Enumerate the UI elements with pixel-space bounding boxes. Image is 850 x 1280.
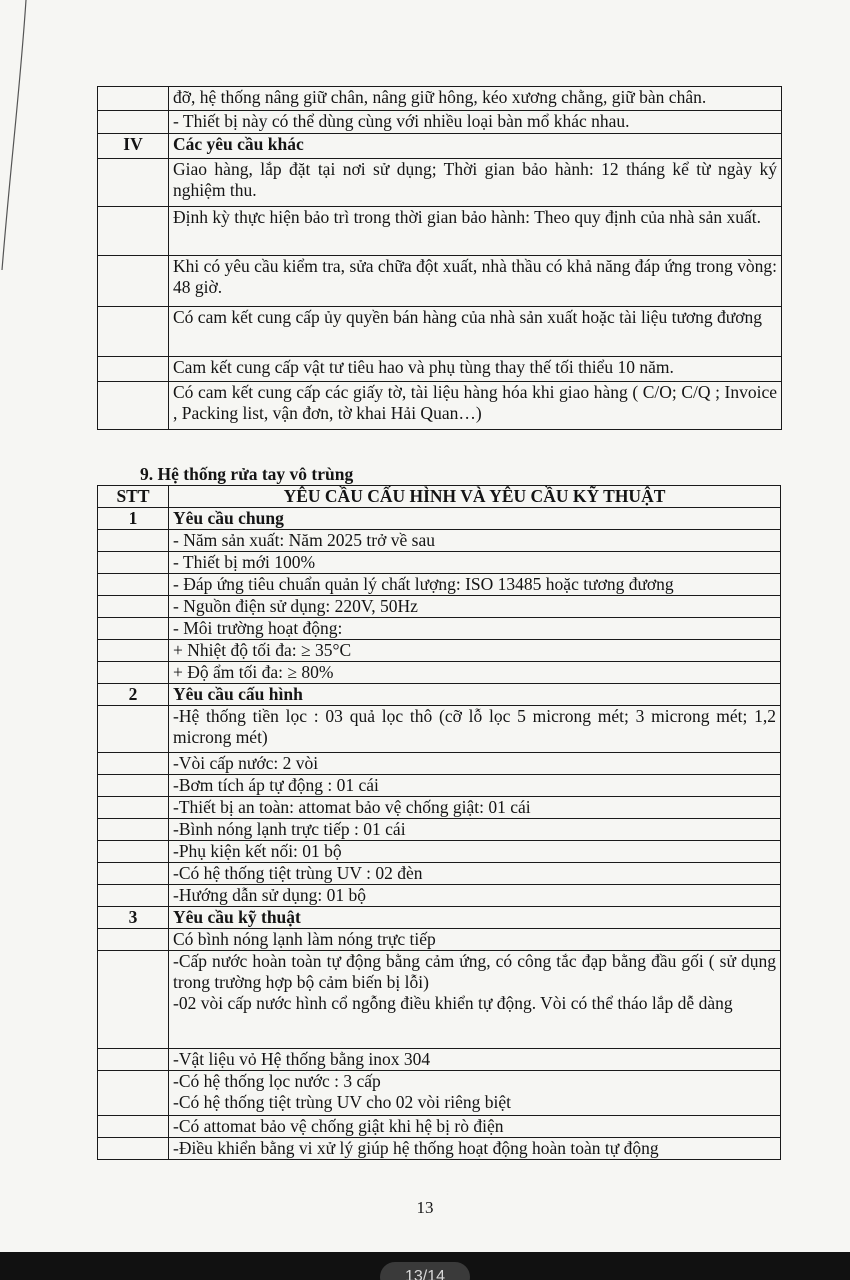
table-row bbox=[98, 530, 781, 552]
row-stt bbox=[98, 574, 169, 596]
requirements-table-top bbox=[97, 86, 782, 430]
page-number: 13 bbox=[416, 1198, 434, 1217]
row-content: -Thiết bị an toàn: attomat bảo vệ chống giật: 01 cái bbox=[169, 797, 781, 819]
row-content: -Phụ kiện kết nối: 01 bộ bbox=[169, 841, 781, 863]
row-content: Yêu cầu kỹ thuật bbox=[169, 907, 781, 929]
row-content: + Độ ẩm tối đa: ≥ 80% bbox=[169, 662, 781, 684]
table-row bbox=[98, 640, 781, 662]
table-row bbox=[98, 87, 782, 111]
row-content: - Thiết bị này có thể dùng cùng với nhiều loại bàn mổ khác nhau. bbox=[169, 111, 782, 134]
row-stt bbox=[98, 841, 169, 863]
row-stt bbox=[98, 530, 169, 552]
table-row bbox=[98, 357, 782, 382]
row-content: - Nguồn điện sử dụng: 220V, 50Hz bbox=[169, 596, 781, 618]
row-stt bbox=[98, 863, 169, 885]
row-content: -Vòi cấp nước: 2 vòi bbox=[169, 753, 781, 775]
row-stt bbox=[98, 207, 169, 256]
table-row bbox=[98, 929, 781, 951]
row-stt: 3 bbox=[98, 907, 169, 929]
row-content: Có bình nóng lạnh làm nóng trực tiếp bbox=[169, 929, 781, 951]
table-row bbox=[98, 706, 781, 753]
table-row bbox=[98, 841, 781, 863]
row-content: Định kỳ thực hiện bảo trì trong thời gian bảo hành: Theo quy định của nhà sản xuất. bbox=[169, 207, 782, 256]
table-row bbox=[98, 159, 782, 207]
row-content: Các yêu cầu khác bbox=[169, 134, 782, 159]
row-content: Cam kết cung cấp vật tư tiêu hao và phụ tùng thay thế tối thiểu 10 năm. bbox=[169, 357, 782, 382]
table-row bbox=[98, 552, 781, 574]
row-content: -Bình nóng lạnh trực tiếp : 01 cái bbox=[169, 819, 781, 841]
row-stt: IV bbox=[98, 134, 169, 159]
viewer-bottom-bar bbox=[0, 1252, 850, 1280]
row-stt bbox=[98, 885, 169, 907]
table-row bbox=[98, 753, 781, 775]
row-stt bbox=[98, 706, 169, 753]
row-stt bbox=[98, 1138, 169, 1160]
table-row bbox=[98, 256, 782, 307]
scan-artifact-line bbox=[0, 0, 30, 270]
table-row bbox=[98, 382, 782, 430]
row-content: Có cam kết cung cấp ủy quyền bán hàng của nhà sản xuất hoặc tài liệu tương đương bbox=[169, 307, 782, 357]
row-stt bbox=[98, 357, 169, 382]
table-row bbox=[98, 618, 781, 640]
row-content: -Cấp nước hoàn toàn tự động bằng cảm ứng, có công tắc đạp bằng đầu gối ( sử dụng trong trường hợp bộ cảm biến bị lỗi) -02 vòi cấp nước hình cổ ngỗng điều khiển tự động. Vòi có thể tháo lắp dễ dàng bbox=[169, 951, 781, 1049]
table-row bbox=[98, 596, 781, 618]
row-stt: 2 bbox=[98, 684, 169, 706]
row-content: -Vật liệu vỏ Hệ thống bằng inox 304 bbox=[169, 1049, 781, 1071]
row-stt bbox=[98, 1116, 169, 1138]
row-stt bbox=[98, 307, 169, 357]
row-content: -Có hệ thống lọc nước : 3 cấp -Có hệ thống tiệt trùng UV cho 02 vòi riêng biệt bbox=[169, 1071, 781, 1116]
table-row bbox=[98, 684, 781, 706]
row-stt bbox=[98, 775, 169, 797]
row-stt: 1 bbox=[98, 508, 169, 530]
table-row bbox=[98, 863, 781, 885]
row-content: -Điều khiển bằng vi xử lý giúp hệ thống hoạt động hoàn toàn tự động bbox=[169, 1138, 781, 1160]
row-content: Yêu cầu chung bbox=[169, 508, 781, 530]
row-stt bbox=[98, 159, 169, 207]
row-stt bbox=[98, 256, 169, 307]
row-content: - Môi trường hoạt động: bbox=[169, 618, 781, 640]
page-counter-badge: 13/14 bbox=[380, 1262, 470, 1280]
row-content: Yêu cầu cấu hình bbox=[169, 684, 781, 706]
table-row bbox=[98, 797, 781, 819]
table-header-row bbox=[98, 486, 781, 508]
row-content: + Nhiệt độ tối đa: ≥ 35°C bbox=[169, 640, 781, 662]
row-stt bbox=[98, 382, 169, 430]
row-content: -Hệ thống tiền lọc : 03 quả lọc thô (cỡ lỗ lọc 5 microng mét; 3 microng mét; 1,2 microng mét) bbox=[169, 706, 781, 753]
section-title: 9. Hệ thống rửa tay vô trùng bbox=[140, 464, 354, 484]
row-stt bbox=[98, 618, 169, 640]
table-row bbox=[98, 307, 782, 357]
table-row bbox=[98, 1116, 781, 1138]
table-row bbox=[98, 1049, 781, 1071]
table-row bbox=[98, 662, 781, 684]
table-row bbox=[98, 1071, 781, 1116]
row-stt bbox=[98, 596, 169, 618]
row-content: -Bơm tích áp tự động : 01 cái bbox=[169, 775, 781, 797]
row-content: - Năm sản xuất: Năm 2025 trở về sau bbox=[169, 530, 781, 552]
row-content: -Có attomat bảo vệ chống giật khi hệ bị rò điện bbox=[169, 1116, 781, 1138]
row-content: - Thiết bị mới 100% bbox=[169, 552, 781, 574]
row-content: -Có hệ thống tiệt trùng UV : 02 đèn bbox=[169, 863, 781, 885]
row-stt bbox=[98, 662, 169, 684]
table-row bbox=[98, 1138, 781, 1160]
row-stt bbox=[98, 111, 169, 134]
row-stt bbox=[98, 929, 169, 951]
table-row bbox=[98, 885, 781, 907]
row-content: Giao hàng, lắp đặt tại nơi sử dụng; Thời gian bảo hành: 12 tháng kể từ ngày ký nghiệm thu. bbox=[169, 159, 782, 207]
table-row bbox=[98, 574, 781, 596]
header-content: YÊU CẦU CẤU HÌNH VÀ YÊU CẦU KỸ THUẬT bbox=[169, 486, 781, 508]
row-stt bbox=[98, 87, 169, 111]
table-row bbox=[98, 951, 781, 1049]
row-content: Có cam kết cung cấp các giấy tờ, tài liệu hàng hóa khi giao hàng ( C/O; C/Q ; Invoice , Packing list, vận đơn, tờ khai Hải Quan…) bbox=[169, 382, 782, 430]
table-row bbox=[98, 207, 782, 256]
table-row bbox=[98, 508, 781, 530]
table-row bbox=[98, 111, 782, 134]
row-stt bbox=[98, 1049, 169, 1071]
row-content: - Đáp ứng tiêu chuẩn quản lý chất lượng: ISO 13485 hoặc tương đương bbox=[169, 574, 781, 596]
table-row bbox=[98, 134, 782, 159]
row-stt bbox=[98, 951, 169, 1049]
hand-wash-spec-table bbox=[97, 485, 781, 1160]
row-stt bbox=[98, 1071, 169, 1116]
row-stt bbox=[98, 552, 169, 574]
row-stt bbox=[98, 819, 169, 841]
table-row bbox=[98, 775, 781, 797]
header-stt: STT bbox=[98, 486, 169, 508]
table-row bbox=[98, 907, 781, 929]
row-stt bbox=[98, 753, 169, 775]
row-stt bbox=[98, 797, 169, 819]
row-content: đỡ, hệ thống nâng giữ chân, nâng giữ hông, kéo xương chằng, giữ bàn chân. bbox=[169, 87, 782, 111]
row-content: Khi có yêu cầu kiểm tra, sửa chữa đột xuất, nhà thầu có khả năng đáp ứng trong vòng: 48 giờ. bbox=[169, 256, 782, 307]
row-stt bbox=[98, 640, 169, 662]
table-row bbox=[98, 819, 781, 841]
row-content: -Hướng dẫn sử dụng: 01 bộ bbox=[169, 885, 781, 907]
